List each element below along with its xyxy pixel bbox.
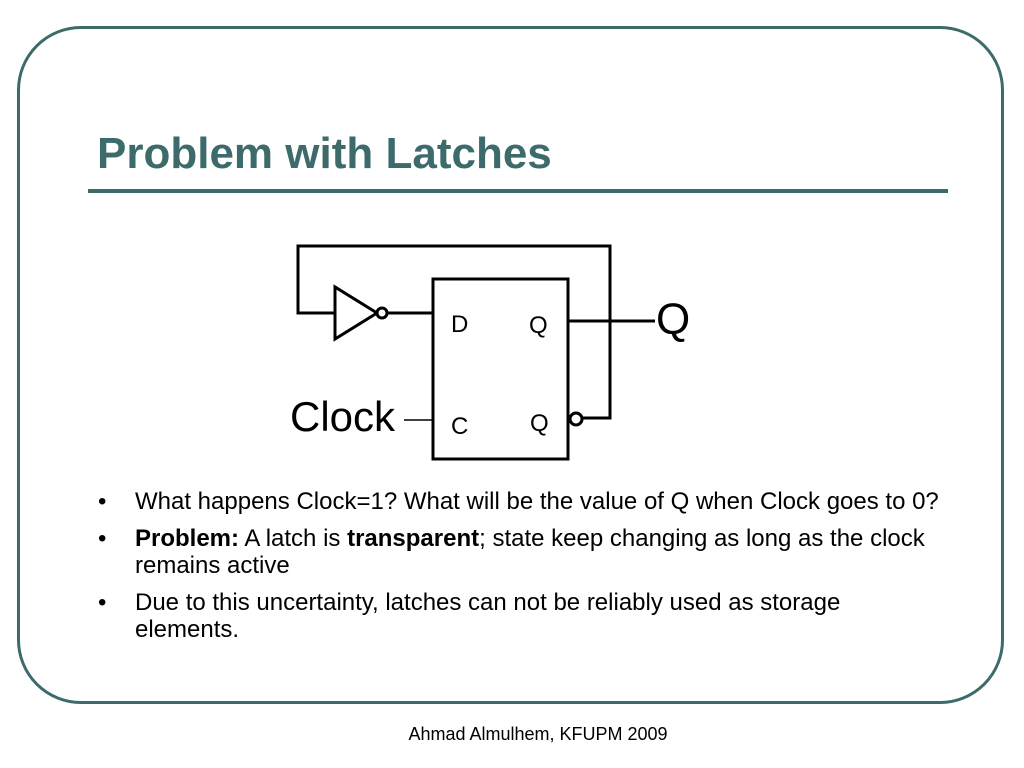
bullet-marker: • [98, 525, 107, 552]
inverter-gate [335, 287, 377, 339]
bullet-bold-term: transparent [347, 525, 480, 552]
bullet-text: What happens Clock=1? What will be the value of Q when Clock goes to 0? [135, 488, 939, 515]
bullet-text-part: A latch is [239, 525, 348, 552]
clock-label: Clock [290, 393, 396, 440]
inverter-bubble [377, 308, 387, 318]
bullet-marker: • [98, 589, 107, 616]
latch-qbar-label: Q [530, 410, 549, 437]
bullet-item [95, 589, 945, 643]
bullet-list [95, 488, 945, 653]
qbar-bubble [570, 413, 582, 425]
latch-q-label: Q [529, 312, 548, 339]
bullet-item [95, 525, 945, 579]
latch-c-label: C [451, 413, 469, 440]
output-q-label: Q [656, 295, 691, 344]
bullet-marker: • [98, 488, 107, 515]
bullet-bold-lead: Problem: [135, 525, 240, 552]
slide-footer: Ahmad Almulhem, KFUPM 2009 [408, 724, 668, 744]
bullet-text: Due to this uncertainty, latches can not be reliably used as storage elements. [135, 589, 841, 643]
bullet-item [95, 488, 945, 515]
bullet-text-part: ; state keep changing as long as the clock remains active [135, 525, 925, 579]
slide-title: Problem with Latches [97, 129, 552, 178]
latch-d-label: D [451, 311, 469, 338]
